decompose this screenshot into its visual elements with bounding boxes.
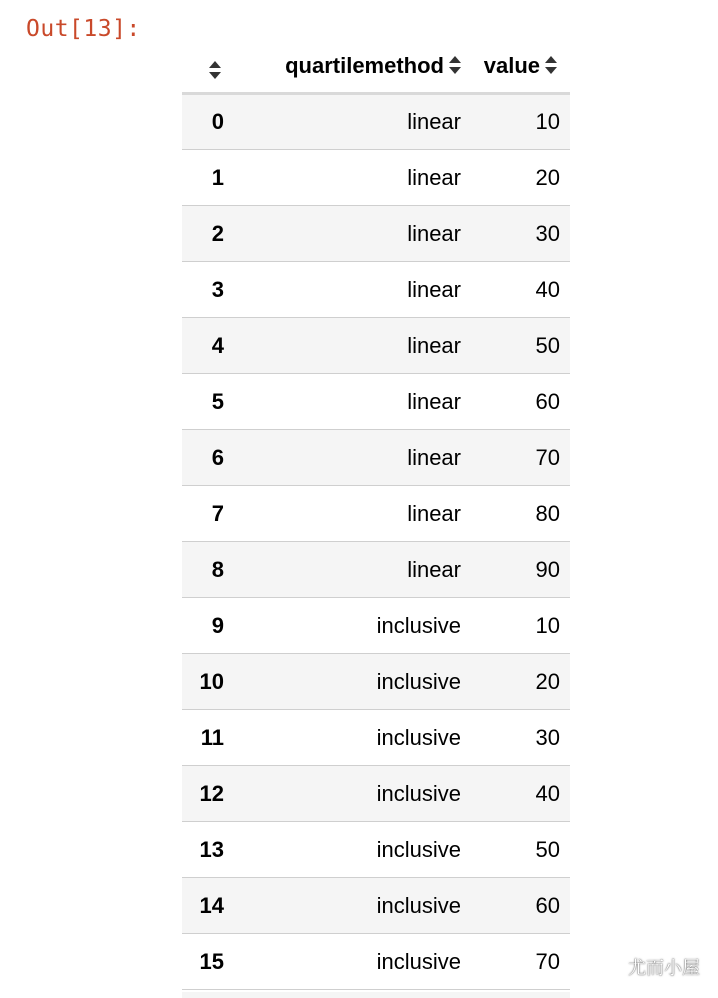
table-row (182, 150, 570, 206)
table-header (182, 40, 570, 94)
table-row (182, 206, 570, 262)
value-cell: 70 (462, 934, 570, 990)
quartilemethod-value: linear (407, 500, 461, 526)
value-cell: 10 (462, 598, 570, 654)
quartilemethod-cell (244, 262, 462, 318)
table-row (182, 262, 570, 318)
watermark-text: 尤而小屋 (628, 958, 700, 979)
quartilemethod-column-header[interactable] (244, 40, 462, 94)
quartilemethod-cell (244, 934, 462, 990)
quartilemethod-value: linear (407, 388, 461, 414)
row-index: 4 (182, 318, 244, 374)
table-row (182, 934, 570, 990)
value-cell: 40 (462, 766, 570, 822)
table-row (182, 318, 570, 374)
row-index: 7 (182, 486, 244, 542)
quartilemethod-cell (244, 318, 462, 374)
quartilemethod-value: linear (407, 556, 461, 582)
quartilemethod-cell (244, 878, 462, 934)
index-column-header[interactable] (182, 40, 244, 94)
value-cell: 50 (462, 318, 570, 374)
quartilemethod-cell (244, 654, 462, 710)
header-row (182, 40, 570, 94)
quartilemethod-cell (244, 598, 462, 654)
quartilemethod-value: inclusive (376, 612, 461, 638)
quartilemethod-cell (244, 430, 462, 486)
quartilemethod-cell (244, 206, 462, 262)
quartilemethod-cell (244, 542, 462, 598)
row-index: 11 (182, 710, 244, 766)
table-row (182, 654, 570, 710)
quartilemethod-cell (244, 710, 462, 766)
value-cell: 70 (462, 430, 570, 486)
dataframe-table (182, 40, 570, 990)
table-row (182, 710, 570, 766)
row-index: 5 (182, 374, 244, 430)
quartilemethod-cell (244, 486, 462, 542)
value-cell: 20 (462, 150, 570, 206)
value-cell: 60 (462, 374, 570, 430)
quartilemethod-cell (244, 150, 462, 206)
table-row (182, 542, 570, 598)
table-row (182, 374, 570, 430)
row-index: 12 (182, 766, 244, 822)
row-index: 14 (182, 878, 244, 934)
table-row-partial (182, 992, 570, 998)
value-column-header[interactable] (462, 40, 570, 94)
row-index: 10 (182, 654, 244, 710)
quartilemethod-cell (244, 822, 462, 878)
watermark (594, 954, 700, 980)
table-row (182, 878, 570, 934)
value-cell: 10 (462, 94, 570, 150)
value-cell: 50 (462, 822, 570, 878)
quartilemethod-value: inclusive (376, 724, 461, 750)
quartilemethod-column-label: quartilemethod (285, 53, 444, 78)
quartilemethod-value: inclusive (376, 892, 461, 918)
table-row (182, 822, 570, 878)
quartilemethod-value: linear (407, 164, 461, 190)
value-cell: 30 (462, 206, 570, 262)
sort-icon[interactable] (448, 55, 462, 75)
table-row (182, 598, 570, 654)
row-index: 1 (182, 150, 244, 206)
row-index: 15 (182, 934, 244, 990)
row-index: 0 (182, 94, 244, 150)
quartilemethod-value: linear (407, 444, 461, 470)
quartilemethod-value: inclusive (376, 668, 461, 694)
value-cell: 40 (462, 262, 570, 318)
value-cell: 20 (462, 654, 570, 710)
quartilemethod-value: inclusive (376, 836, 461, 862)
quartilemethod-value: inclusive (376, 948, 461, 974)
sort-icon[interactable] (544, 55, 558, 75)
table-body (182, 94, 570, 990)
row-index: 2 (182, 206, 244, 262)
dataframe-table-container (182, 40, 570, 990)
value-cell: 80 (462, 486, 570, 542)
wechat-icon (594, 955, 622, 979)
quartilemethod-cell (244, 766, 462, 822)
value-cell: 30 (462, 710, 570, 766)
value-column-label: value (483, 53, 540, 78)
quartilemethod-value: linear (407, 276, 461, 302)
value-cell: 90 (462, 542, 570, 598)
row-index: 9 (182, 598, 244, 654)
table-row (182, 766, 570, 822)
sort-icon[interactable] (208, 60, 222, 80)
row-index: 13 (182, 822, 244, 878)
quartilemethod-cell (244, 94, 462, 150)
quartilemethod-cell (244, 374, 462, 430)
table-row (182, 430, 570, 486)
quartilemethod-value: inclusive (376, 780, 461, 806)
table-row (182, 486, 570, 542)
row-index: 8 (182, 542, 244, 598)
output-prompt: Out[13]: (26, 16, 141, 42)
row-index: 3 (182, 262, 244, 318)
table-row (182, 94, 570, 150)
quartilemethod-value: linear (407, 220, 461, 246)
quartilemethod-value: linear (407, 332, 461, 358)
value-cell: 60 (462, 878, 570, 934)
quartilemethod-value: linear (407, 109, 461, 134)
row-index: 6 (182, 430, 244, 486)
